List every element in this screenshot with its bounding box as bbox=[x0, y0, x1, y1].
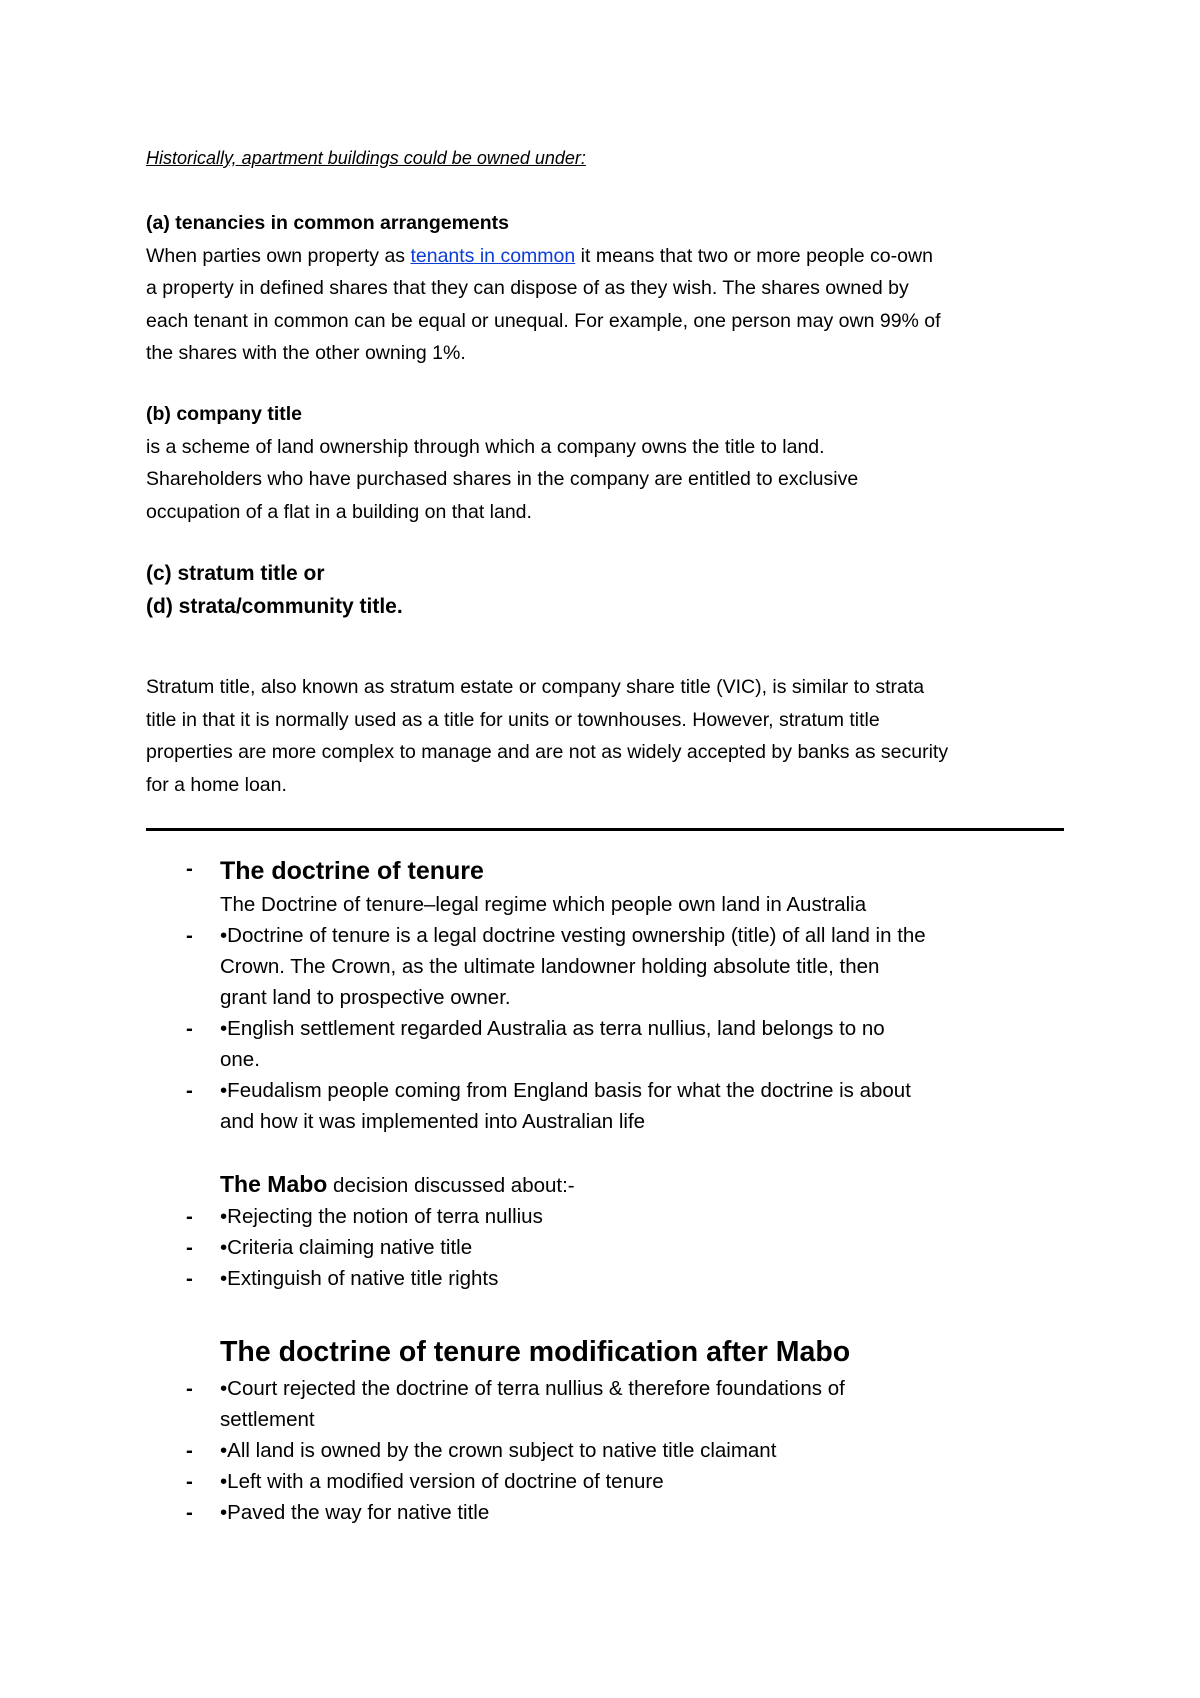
mabo-list bbox=[186, 1169, 1066, 1294]
dash-marker: - bbox=[186, 1501, 193, 1524]
section-a bbox=[146, 207, 1066, 370]
section-a-line-1-pre: When parties own property as bbox=[146, 244, 411, 267]
tenure-bullet-2-line-2: one. bbox=[220, 1048, 260, 1071]
modification-list bbox=[186, 1331, 1066, 1528]
stratum-line-3: properties are more complex to manage and are not as widely accepted by banks as security bbox=[146, 741, 949, 763]
intro-line: Historically, apartment buildings could be owned under: bbox=[146, 148, 586, 168]
section-a-heading: (a) tenancies in common arrangements bbox=[146, 212, 510, 234]
dash-marker: - bbox=[186, 924, 193, 947]
tenure-bullet-3 bbox=[186, 1075, 1066, 1137]
stratum-line-4: for a home loan. bbox=[146, 773, 287, 796]
stratum-line-2: title in that it is normally used as a title for units or townhouses. However, stratum title bbox=[146, 708, 880, 731]
section-b-heading: (b) company title bbox=[146, 403, 303, 425]
tenure-bullet-3-line-1: •Feudalism people coming from England basis for what the doctrine is about bbox=[220, 1079, 911, 1102]
tenure-subline: The Doctrine of tenure–legal regime which people own land in Australia bbox=[220, 893, 867, 916]
section-b bbox=[146, 398, 1066, 528]
tenure-bullet-2-line-1: •English settlement regarded Australia as terra nullius, land belongs to no bbox=[220, 1017, 885, 1040]
tenure-bullet-2 bbox=[186, 1013, 1066, 1075]
section-a-line-1-post: it means that two or more people co-own bbox=[575, 244, 933, 267]
tenure-bullet-1-line-1: •Doctrine of tenure is a legal doctrine vesting ownership (title) of all land in the bbox=[220, 924, 926, 947]
mabo-bullet-2 bbox=[186, 1232, 1066, 1263]
mabo-bullet-1 bbox=[186, 1201, 1066, 1232]
tenure-bullet-1 bbox=[186, 920, 1066, 1013]
section-a-line-3: each tenant in common can be equal or unequal. For example, one person may own 99% of bbox=[146, 309, 941, 332]
stratum-paragraph bbox=[146, 671, 1066, 801]
modification-bullet-3 bbox=[186, 1466, 1066, 1497]
section-b-line-3: occupation of a flat in a building on that land. bbox=[146, 500, 532, 523]
tenure-heading-row bbox=[186, 853, 1066, 889]
mabo-bullet-1-text: •Rejecting the notion of terra nullius bbox=[220, 1205, 543, 1228]
dash-marker: - bbox=[186, 857, 193, 880]
tenure-bullet-1-line-2: Crown. The Crown, as the ultimate landowner holding absolute title, then bbox=[220, 955, 880, 978]
section-b-line-1: is a scheme of land ownership through which a company owns the title to land. bbox=[146, 435, 825, 458]
modification-bullet-2-text: •All land is owned by the crown subject to native title claimant bbox=[220, 1439, 777, 1462]
mabo-heading-bold: The Mabo bbox=[220, 1171, 328, 1197]
modification-bullet-4-text: •Paved the way for native title bbox=[220, 1501, 490, 1524]
tenants-in-common-link[interactable]: tenants in common bbox=[410, 244, 576, 267]
tenure-list bbox=[186, 853, 1066, 1137]
modification-bullet-1-line-2: settlement bbox=[220, 1408, 315, 1431]
tenure-heading: The doctrine of tenure bbox=[220, 857, 484, 885]
mabo-heading bbox=[186, 1169, 1066, 1201]
section-a-line-2: a property in defined shares that they can dispose of as they wish. The shares owned by bbox=[146, 277, 909, 299]
stratum-line-1: Stratum title, also known as stratum estate or company share title (VIC), is similar to strata bbox=[146, 676, 925, 698]
modification-bullet-3-text: •Left with a modified version of doctrine of tenure bbox=[220, 1470, 664, 1493]
section-cd bbox=[146, 558, 1066, 623]
section-a-line-4: the shares with the other owning 1%. bbox=[146, 342, 466, 364]
section-a-line-1 bbox=[146, 240, 1066, 273]
dash-marker: - bbox=[186, 1236, 193, 1259]
dash-marker: - bbox=[186, 1470, 193, 1493]
horizontal-divider bbox=[146, 828, 1064, 831]
mabo-heading-rest: decision discussed about:- bbox=[327, 1174, 575, 1197]
tenure-bullet-3-line-2: and how it was implemented into Australian life bbox=[220, 1110, 646, 1133]
section-c-heading: (c) stratum title or bbox=[146, 562, 325, 585]
dash-marker: - bbox=[186, 1267, 193, 1290]
section-d-heading: (d) strata/community title. bbox=[146, 594, 403, 618]
dash-marker: - bbox=[186, 1017, 193, 1040]
mabo-bullet-3-text: •Extinguish of native title rights bbox=[220, 1267, 499, 1290]
modification-heading: The doctrine of tenure modification after Mabo bbox=[220, 1336, 851, 1368]
modification-bullet-1-line-1: •Court rejected the doctrine of terra nullius & therefore foundations of bbox=[220, 1377, 845, 1400]
dash-marker: - bbox=[186, 1439, 193, 1462]
mabo-bullet-2-text: •Criteria claiming native title bbox=[220, 1236, 473, 1259]
mabo-bullet-3 bbox=[186, 1263, 1066, 1294]
modification-bullet-4 bbox=[186, 1497, 1066, 1528]
dash-marker: - bbox=[186, 1079, 193, 1102]
dash-marker: - bbox=[186, 1377, 193, 1400]
modification-bullet-1 bbox=[186, 1373, 1066, 1435]
dash-marker: - bbox=[186, 1205, 193, 1228]
section-b-line-2: Shareholders who have purchased shares in the company are entitled to exclusive bbox=[146, 468, 859, 490]
tenure-bullet-1-line-3: grant land to prospective owner. bbox=[220, 986, 511, 1009]
modification-bullet-2 bbox=[186, 1435, 1066, 1466]
